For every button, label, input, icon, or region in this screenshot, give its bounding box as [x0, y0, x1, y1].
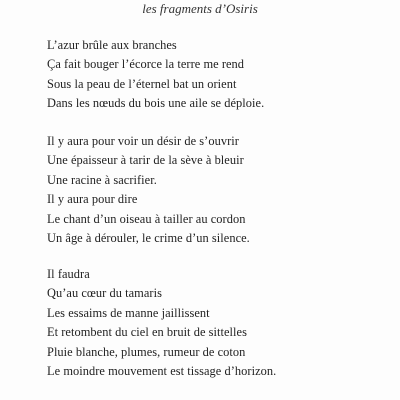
poem-line: Une racine à sacrifier.	[47, 172, 157, 187]
stanza-1	[47, 36, 264, 114]
poem-line: Pluie blanche, plumes, rumeur de coton	[47, 344, 246, 359]
poem-line: Et retombent du ciel en bruit de sittelles	[47, 325, 247, 340]
poem-line: Les essaims de manne jaillissent	[47, 305, 210, 320]
poem-line: Il faudra	[47, 267, 90, 281]
poem-line: Une épaisseur à tarir de la sève à bleuir	[47, 153, 244, 168]
poem-line: Un âge à dérouler, le crime d’un silence.	[47, 231, 250, 246]
poem-line: Il y aura pour voir un désir de s’ouvrir	[47, 134, 239, 148]
poem-line: Ça fait bouger l’écorce la terre me rend	[47, 57, 245, 72]
poem-line: L’azur brûle aux branches	[47, 38, 177, 52]
poem-line: Dans les nœuds du bois une aile se déploie.	[47, 96, 265, 111]
poem-line: Le moindre mouvement est tissage d’horizon.	[47, 364, 277, 379]
stanza-3	[47, 265, 276, 381]
stanza-2	[47, 132, 250, 248]
poem-line: Qu’au cœur du tamaris	[47, 286, 162, 301]
poem-line: Il y aura pour dire	[47, 192, 138, 207]
poem-subtitle: les fragments d’Osiris	[142, 1, 258, 16]
poem-line: Le chant d’un oiseau à tailler au cordon	[47, 211, 246, 226]
poem-line: Sous la peau de l’éternel bat un orient	[47, 76, 237, 91]
